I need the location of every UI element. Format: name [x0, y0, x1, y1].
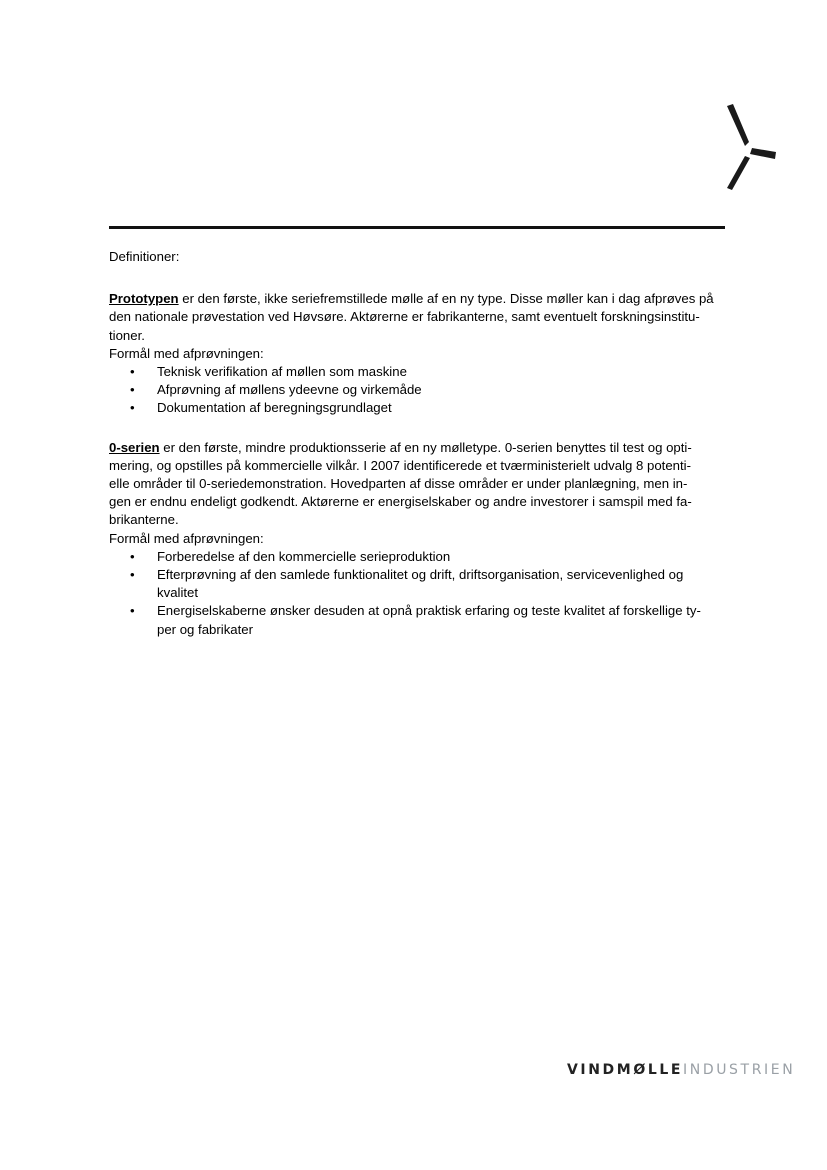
footer-brand-part1: VINDMØLLE: [567, 1062, 684, 1078]
prototype-paragraph: [109, 290, 725, 345]
bullet-icon: •: [130, 382, 135, 398]
zero-series-line-5: brikanterne.: [109, 512, 179, 528]
zero-series-line-3: elle områder til 0-seriedemonstration. Hovedparten af disse områder er under planlægning, men in-: [109, 476, 688, 492]
prototype-bullet-list: [109, 363, 725, 418]
zero-series-term: 0-serien: [109, 439, 160, 455]
zero-series-bullet-list: [109, 548, 725, 639]
footer-brand: [567, 1062, 795, 1078]
prototype-section: [109, 290, 725, 417]
list-item: • Afprøvning af møllens ydeevne og virkemåde: [157, 381, 725, 399]
list-item: • Forberedelse af den kommercielle serieproduktion: [157, 548, 725, 566]
wind-turbine-icon: [720, 104, 776, 194]
zero-series-line-2: mering, og opstilles på kommercielle vilkår. I 2007 identificerede et tværministerielt udvalg 8 potenti-: [109, 457, 691, 473]
prototype-term: Prototypen: [109, 291, 179, 307]
footer-brand-part2: INDUSTRIEN: [683, 1062, 796, 1078]
prototype-purpose-label: Formål med afprøvningen:: [109, 345, 264, 361]
bullet-icon: •: [130, 603, 135, 619]
list-item: • Efterprøvning af den samlede funktionalitet og drift, driftsorganisation, servicevenlighed og kvalitet: [130, 567, 684, 601]
document-body: [109, 248, 725, 639]
bullet-icon: •: [130, 567, 135, 583]
zero-series-purpose-label: Formål med afprøvningen:: [109, 530, 264, 546]
prototype-line-2: den nationale prøvestation ved Høvsøre. Aktørerne er fabrikanterne, samt eventuelt forskningsinstitu-: [109, 309, 700, 325]
zero-series-line-1: er den første, mindre produktionsserie af en ny mølletype. 0-serien benyttes til test og opti-: [163, 439, 692, 455]
zero-series-line-4: gen er endnu endeligt godkendt. Aktørerne er energiselskaber og andre investorer i samspil med fa-: [109, 494, 692, 510]
bullet-icon: •: [130, 364, 135, 380]
list-item: • Dokumentation af beregningsgrundlaget: [157, 399, 725, 417]
header-rule: [109, 226, 725, 229]
list-item: • Energiselskaberne ønsker desuden at opnå praktisk erfaring og teste kvalitet af forskellige ty- per og fabrikater: [130, 603, 701, 637]
logo-blades: [727, 104, 776, 190]
zero-series-paragraph: [109, 439, 725, 530]
definitions-heading: Definitioner:: [109, 249, 180, 264]
bullet-icon: •: [130, 548, 135, 564]
bullet-icon: •: [130, 400, 135, 416]
prototype-line-1: er den første, ikke seriefremstillede mølle af en ny type. Disse møller kan i dag afprøves på: [182, 291, 714, 307]
list-item: • Teknisk verifikation af møllen som maskine: [157, 363, 725, 381]
prototype-line-3: tioner.: [109, 327, 145, 343]
zero-series-section: [109, 439, 725, 639]
